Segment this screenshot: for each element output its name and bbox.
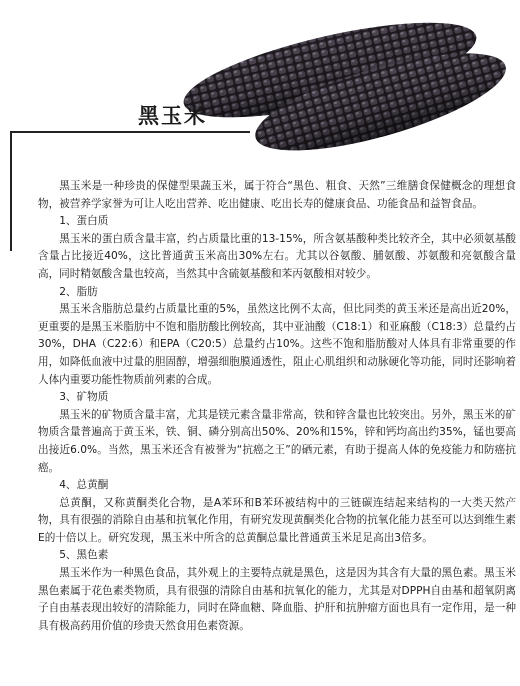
black-corn-illustration — [0, 0, 520, 180]
section-heading-flavonoids: 4、总黄酮 — [59, 479, 109, 492]
title-area — [20, 92, 260, 132]
section-heading-melanin: 5、黑色素 — [59, 549, 109, 562]
section-heading-protein: 1、蛋白质 — [59, 215, 109, 228]
section-body-flavonoids: 总黄酮，又称黄酮类化合物，是A苯环和B苯环被结构中的三链碳连结起来结构的一大类天然产物，具有很强的消除自由基和抗氧化作用，有研究发现黄酮类化合物的抗氧化能力甚至可以达到维生素E的十倍以上。研究发现，黑玉米中所含的总黄酮总量比普通黄玉米足足高出3倍多。 — [38, 496, 516, 544]
section-body-minerals: 黑玉米的矿物质含量丰富，尤其是镁元素含量非常高，铁和锌含量也比较突出。另外，黑玉米的矿物质含量普遍高于黄玉米，铁、铜、磷分别高出50%、20%和15%，锌和钙均高出约35%，锰也要高出接近6.0%。当然，黑玉米还含有被誉为“抗癌之王”的硒元素，有助于提高人体的免疫能力和防癌抗癌。 — [38, 408, 516, 474]
title-frame-top-line — [10, 131, 250, 133]
article-body — [38, 178, 516, 635]
section-body-melanin: 黑玉米作为一种黑色食品，其外观上的主要特点就是黑色，这是因为其含有大量的黑色素。黑玉米黑色素属于花色素类物质，具有很强的清除自由基和抗氧化的能力，尤其是对DPPH自由基和超氧阴离子自由基表现出较好的清除能力，同时在降血糖、降血脂、护肝和抗肿瘤方面也具有一定作用，是一种具有极高药用价值的珍贵天然食用色素资源。 — [38, 567, 516, 632]
section-heading-fat: 2、脂肪 — [59, 285, 98, 298]
intro-paragraph: 黑玉米是一种珍贵的保健型果蔬玉米，属于符合“黑色、粗食、天然”三维膳食保健概念的理想食物，被营养学家誉为可让人吃出营养、吃出健康、吃出长寿的健康食品、功能食品和益智食品。 — [38, 180, 516, 210]
section-body-protein: 黑玉米的蛋白质含量丰富，约占质量比重的13-15%，所含氨基酸种类比较齐全，其中必须氨基酸含量占比接近40%，这比普通黄玉米高出30%左右。尤其以谷氨酸、脯氨酸、苏氨酸和亮氨酸含量高，同时精氨酸含量也较高，当然其中含硫氨基酸和苯丙氨酸相对较少。 — [38, 232, 516, 280]
section-body-fat: 黑玉米含脂肪总量约占质量比重的5%，虽然这比例不太高，但比同类的黄玉米还是高出近20%，更重要的是黑玉米脂肪中不饱和脂肪酸比例较高，其中亚油酸（C18:1）和亚麻酸（C18:3）总量约占30%，DHA（C22:6）和EPA（C20:5）总量约占10%。这些不饱和脂肪酸对人体具有非常重要的作用，如降低血液中过量的胆固醇，增强细胞膜通透性，阻止心肌组织和动脉硬化等功能，同时还影响着人体内重要功能性物质前列素的合成。 — [38, 303, 516, 386]
section-heading-minerals: 3、矿物质 — [59, 391, 109, 404]
title-frame-left-line — [10, 131, 12, 251]
page-title: 黑玉米 — [138, 104, 207, 128]
